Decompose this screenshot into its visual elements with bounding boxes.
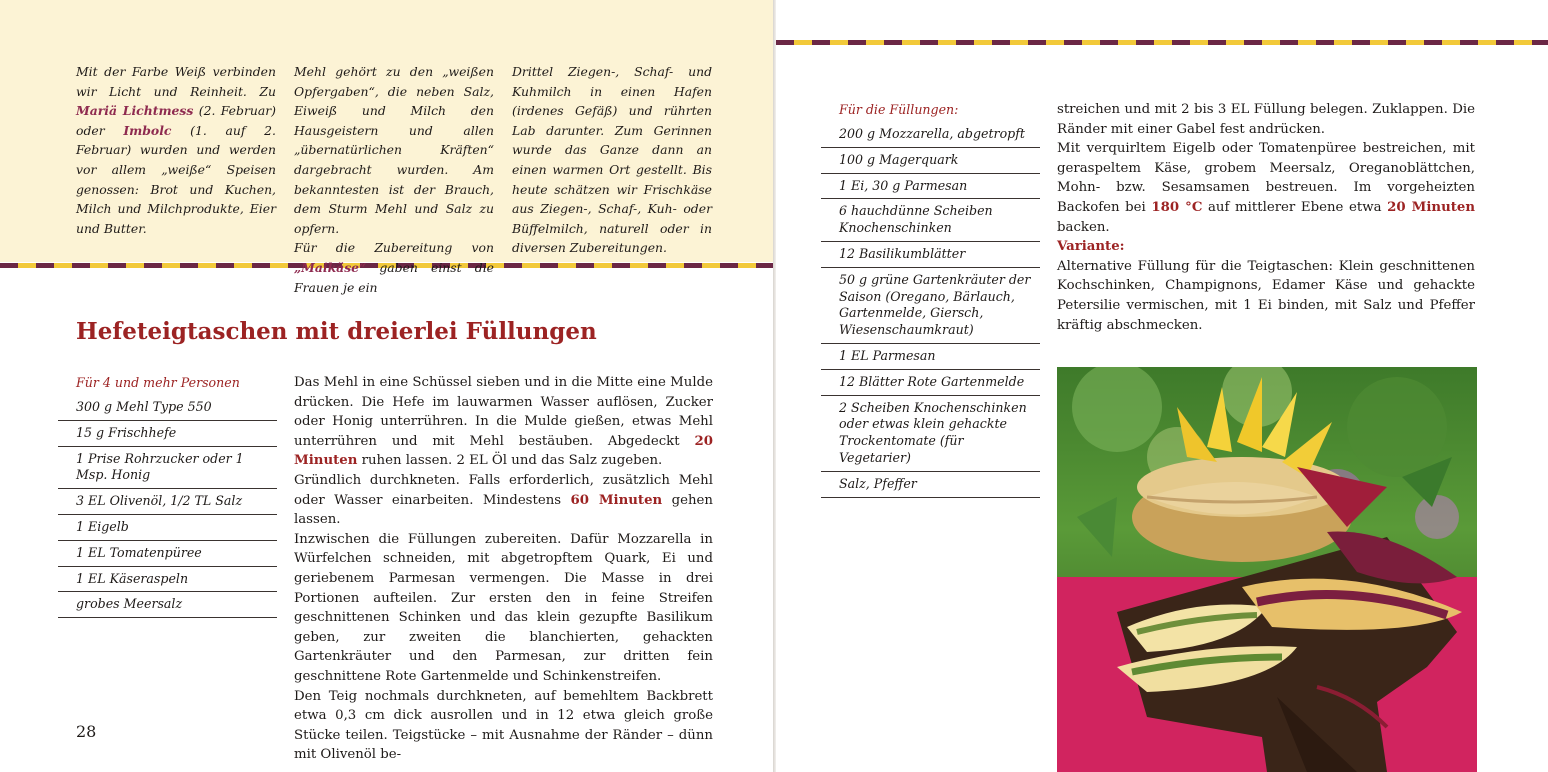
dashed-divider [776, 40, 1548, 45]
ingredient-item: 1 EL Tomatenpüree [58, 541, 277, 567]
filling-item: Salz, Pfeffer [821, 472, 1040, 498]
method-text [294, 373, 713, 765]
intro-text: Für die Zubereitung von [294, 240, 494, 256]
method-paragraph: Mit verquirltem Eigelb oder Tomatenpüree bestreichen, mit geraspeltem Käse, grobem Meersalz, Oreganoblättchen, Mohn- bzw. Sesamsamen bestreuen. Im vorgeheizten Backofen bei 180 °C auf mittlerer Ebene etwa 20 Minuten backen. [1057, 141, 1476, 235]
page-number: 28 [76, 722, 97, 741]
ingredient-item: 1 Prise Rohrzucker oder 1 Msp. Honig [58, 447, 277, 490]
intro-text: (1. auf 2. Februar) wurden und werden vor allem „weiße“ Speisen genossen: Brot und Kuchen, Milch und Milchprodukte, Eier und Butter. [76, 122, 276, 236]
intro-highlight: „Maikäse“ [294, 259, 367, 275]
ingredient-item: 1 Eigelb [58, 515, 277, 541]
filling-item: 200 g Mozzarella, abgetropft [821, 122, 1040, 148]
servings-heading: Für 4 und mehr Personen [76, 375, 240, 390]
recipe-title: Hefeteigtaschen mit dreierlei Füllungen [76, 318, 597, 345]
variant-heading: Variante: [1057, 239, 1125, 255]
ingredients [58, 395, 277, 618]
filling-item: 12 Basilikumblätter [821, 242, 1040, 268]
intro-text: Mit der Farbe Weiß verbinden wir Licht und Reinheit. Zu [76, 64, 276, 99]
method-paragraph: streichen und mit 2 bis 3 EL Füllung belegen. Zuklappen. Die Ränder mit einer Gabel fest andrücken. [1057, 102, 1475, 137]
intro-column-3 [512, 62, 712, 258]
food-photo-illustration [1057, 367, 1477, 772]
ingredient-item: 1 EL Käseraspeln [58, 567, 277, 593]
time-highlight: 20 Minuten [294, 433, 713, 469]
time-highlight: 20 Minuten [1387, 199, 1476, 215]
ingredient-item: grobes Meersalz [58, 592, 277, 618]
filling-item: 6 hauchdünne Scheiben Knochenschinken [821, 199, 1040, 242]
fillings-heading: Für die Füllungen: [839, 102, 959, 117]
intro-highlight: Mariä Lichtmess [76, 103, 194, 119]
ingredient-item: 300 g Mehl Type 550 [58, 395, 277, 421]
filling-item: 1 Ei, 30 g Parmesan [821, 174, 1040, 200]
fillings [821, 122, 1040, 498]
filling-item: 12 Blätter Rote Gartenmelde [821, 370, 1040, 396]
intro-text: gaben einst die Frauen je ein [294, 259, 494, 295]
intro-text: Mehl gehört zu den „weißen Opfergaben“, die neben Salz, Eiweiß und Milch den Hausgeistern und allen „übernatürlichen Kräften“ dargebracht wurden. Am bekanntesten ist der Brauch, dem Sturm Mehl und Salz zu opfern. [294, 64, 494, 236]
method-paragraph: Gründlich durchkneten. Falls erforderlich, zusätzlich Mehl oder Wasser einarbeiten. Mindestens 60 Minuten gehen lassen. [294, 472, 713, 528]
intro-text: (2. Februar) oder [76, 103, 276, 138]
filling-item: 2 Scheiben Knochenschinken oder etwas klein gehackte Trockentomate (für Vegetarier) [821, 396, 1040, 472]
filling-item: 50 g grüne Gartenkräuter der Saison (Oregano, Bärlauch, Gartenmelde, Giersch, Wiesenschaumkraut) [821, 268, 1040, 344]
time-highlight: 60 Minuten [570, 492, 663, 508]
ingredient-item: 3 EL Olivenöl, 1/2 TL Salz [58, 489, 277, 515]
intro-highlight: Imbolc [123, 122, 172, 138]
intro-column-1 [76, 62, 276, 238]
method-text-continued [1057, 100, 1475, 335]
intro-column-2 [294, 62, 494, 297]
temperature-highlight: 180 °C [1151, 199, 1203, 215]
food-photo [1057, 367, 1477, 772]
fillings-list [821, 102, 1040, 498]
intro-text: Drittel Ziegen-, Schaf- und Kuhmilch in einen Hafen (irdenes Gefäß) und rührten Lab darunter. Zum Gerinnen wurde das Ganze dann an einen warmen Ort gestellt. Bis heute schätzen wir Frischkäse aus Ziegen-, Schaf-, Kuh- oder Büffelmilch, naturell oder in diversen Zubereitungen. [512, 64, 712, 256]
method-paragraph: Das Mehl in eine Schüssel sieben und in die Mitte eine Mulde drücken. Die Hefe im lauwarmen Wasser auflösen, Zucker oder Honig unterrühren. In die Mulde gießen, etwas Mehl unterrühren und mit Mehl bestäuben. Abgedeckt 20 Minuten ruhen lassen. 2 EL Öl und das Salz zugeben. [294, 375, 713, 469]
method-paragraph: Den Teig nochmals durchkneten, auf bemehltem Backbrett etwa 0,3 cm dick ausrollen und in 12 etwa gleich große Stücke teilen. Teigstücke – mit Ausnahme der Ränder – dünn mit Olivenöl be- [294, 688, 713, 763]
left-page [0, 0, 773, 772]
filling-item: 100 g Magerquark [821, 148, 1040, 174]
ingredients-list [58, 375, 277, 618]
filling-item: 1 EL Parmesan [821, 344, 1040, 370]
variant-text: Alternative Füllung für die Teigtaschen: Klein geschnittenen Kochschinken, Champignons, Edamer Käse und gehackte Petersilie vermischen, mit 1 Ei binden, mit Salz und Pfeffer kräftig abschmecken. [1057, 258, 1475, 333]
method-paragraph: Inzwischen die Füllungen zubereiten. Dafür Mozzarella in Würfelchen schneiden, mit abgetropftem Quark, Ei und geriebenem Parmesan vermengen. Die Masse in drei Portionen aufteilen. Zur ersten den in feine Streifen geschnittenen Schinken und das klein gezupfte Basilikum geben, zur zweiten die blanchierten, gehackten Gartenkräuter und den Parmesan, zur dritten fein geschnittene Rote Gartenmelde und Schinkenstreifen. [294, 531, 713, 684]
ingredient-item: 15 g Frischhefe [58, 421, 277, 447]
right-page [776, 0, 1548, 772]
